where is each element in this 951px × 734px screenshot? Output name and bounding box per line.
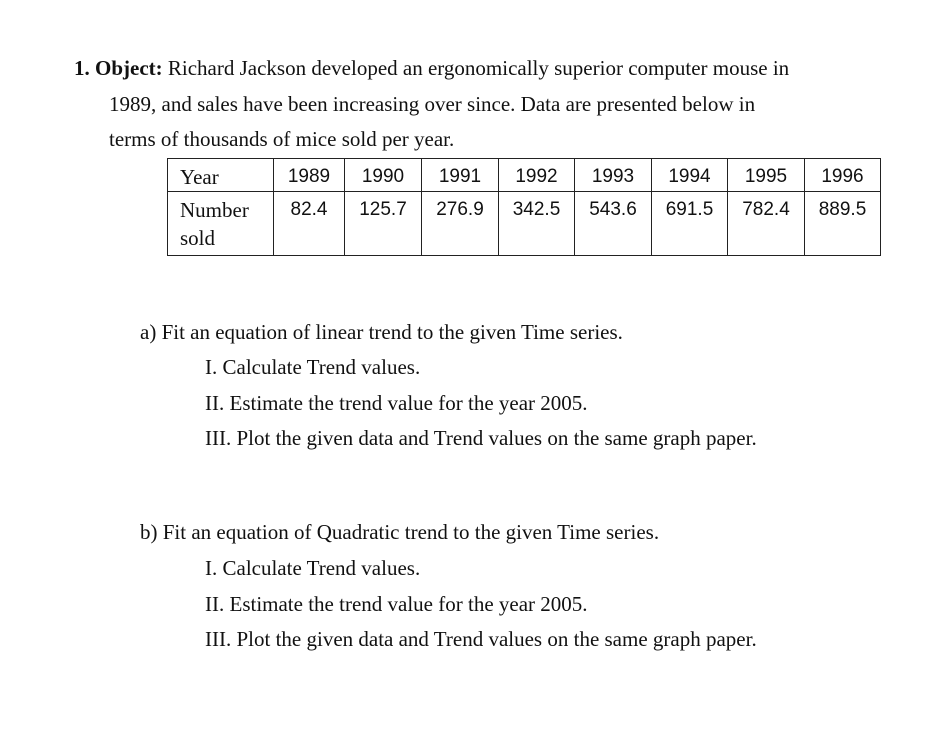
table-row-number-sold — [168, 192, 881, 256]
table-header-number-sold — [168, 192, 274, 256]
table-header-sold: sold — [180, 226, 216, 250]
table-cell-year: 1996 — [805, 159, 881, 192]
table-cell-value: 889.5 — [805, 192, 881, 256]
table-cell-value: 543.6 — [575, 192, 652, 256]
table-cell-year: 1993 — [575, 159, 652, 192]
table-cell-year: 1994 — [652, 159, 728, 192]
part-b-item: I. Calculate Trend values. — [205, 556, 421, 580]
question-number: 1. — [74, 56, 90, 80]
part-a-item: III. Plot the given data and Trend values on the same graph paper. — [205, 426, 757, 450]
table-cell-value: 782.4 — [728, 192, 805, 256]
table-header-number: Number — [180, 198, 249, 222]
question-line-2: 1989, and sales have been increasing over since. Data are presented below in — [109, 92, 756, 116]
table-cell-value: 82.4 — [274, 192, 345, 256]
part-a-item: I. Calculate Trend values. — [205, 355, 421, 379]
table-cell-year: 1992 — [499, 159, 575, 192]
question-line-3: terms of thousands of mice sold per year. — [109, 127, 455, 151]
part-b-heading: b) Fit an equation of Quadratic trend to the given Time series. — [140, 520, 660, 544]
part-b-item: III. Plot the given data and Trend values on the same graph paper. — [205, 627, 757, 651]
table-cell-value: 342.5 — [499, 192, 575, 256]
sales-table — [167, 158, 881, 256]
part-a-heading: a) Fit an equation of linear trend to the given Time series. — [140, 320, 623, 344]
part-b-item: II. Estimate the trend value for the year 2005. — [205, 592, 588, 616]
part-a-item: II. Estimate the trend value for the year 2005. — [205, 391, 588, 415]
table-cell-year: 1990 — [345, 159, 422, 192]
table-cell-value: 691.5 — [652, 192, 728, 256]
table-row-year — [168, 159, 881, 192]
question-label: Object: — [95, 56, 163, 80]
table-cell-year: 1991 — [422, 159, 499, 192]
table-cell-year: 1989 — [274, 159, 345, 192]
question-text-1: Richard Jackson developed an ergonomically superior computer mouse in — [162, 56, 790, 80]
question-line-1 — [74, 56, 789, 80]
table-cell-value: 276.9 — [422, 192, 499, 256]
table-header-year: Year — [168, 159, 274, 192]
table-cell-value: 125.7 — [345, 192, 422, 256]
table-cell-year: 1995 — [728, 159, 805, 192]
